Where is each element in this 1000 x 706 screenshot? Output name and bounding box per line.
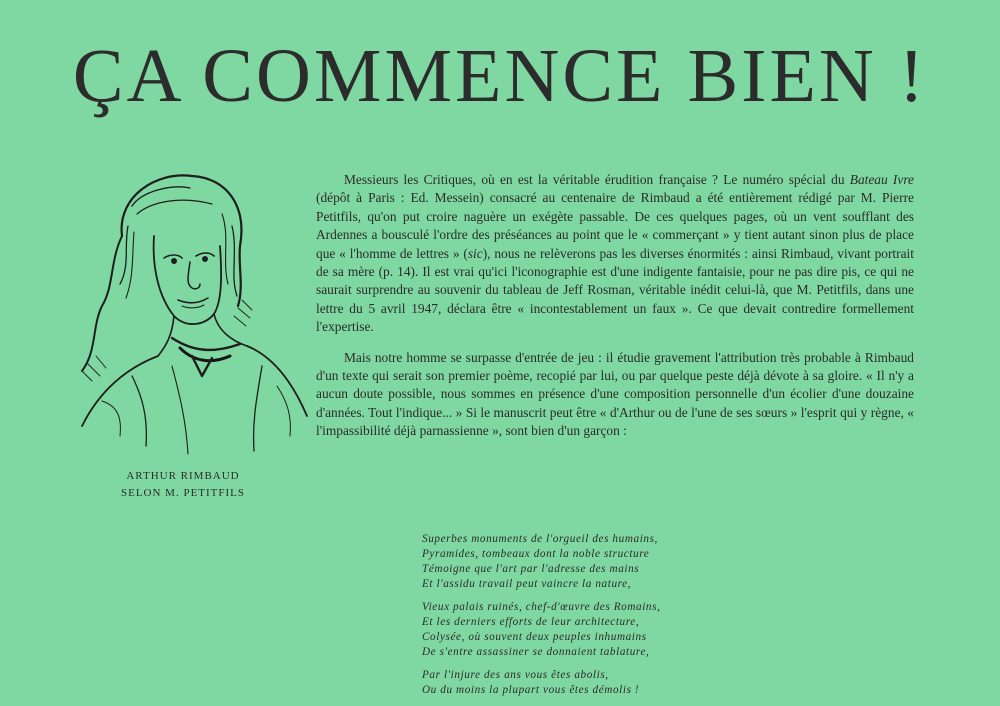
journal-title: Bateau Ivre (849, 172, 914, 187)
article-body (316, 171, 914, 453)
article-paragraph-1 (316, 171, 914, 337)
poem-line: Par l'injure des ans vous êtes abolis, (422, 669, 609, 681)
poem-line: De s'entre assassiner se donnaient tablature, (422, 646, 650, 658)
paragraph-1-text-a: Messieurs les Critiques, où en est la véritable érudition française ? Le numéro spécial du (344, 172, 850, 187)
sic-note: sic (467, 245, 483, 261)
poem-stanza-3 (422, 668, 782, 698)
portrait-sketch-icon (62, 166, 312, 456)
poem-stanza-2 (422, 600, 782, 660)
poem-line: Et les derniers efforts de leur architecture, (422, 616, 640, 628)
page-headline: ÇA COMMENCE BIEN ! (72, 34, 928, 118)
poem-stanza-1 (422, 532, 782, 592)
portrait-caption (88, 468, 278, 502)
poem-line: Et l'assidu travail peut vaincre la nature, (422, 578, 632, 590)
poem-line: Ou du moins la plupart vous êtes démolis ! (422, 684, 640, 696)
poem-line: Superbes monuments de l'orgueil des humains, (422, 533, 658, 545)
paragraph-1-text-e: ), nous ne relèverons pas les diverses énormités : ainsi Rimbaud, vivant portrait de sa mère (p. 14). Il est vrai qu'ici l'iconographie est d'une indigente fantaisie, pour ne pas dire pis, ce qui ne saurait surprendre au souvenir du tableau de Jeff Rosman, véritable inédit celui-là, que M. Petitfils, dans une lettre du 5 avril 1947, déclara être « incontestablement un faux ». Ce que devait contredire formellement l'expertise. (316, 245, 914, 335)
poem-line: Pyramides, tombeaux dont la noble structure (422, 548, 650, 560)
poem-line: Colysée, où souvent deux peuples inhumains (422, 631, 647, 643)
poem-line: Vieux palais ruinés, chef-d'œuvre des Romains, (422, 601, 661, 613)
quoted-poem (422, 532, 782, 706)
caption-name: ARTHUR RIMBAUD (126, 470, 240, 482)
paragraph-1-text-c: (dépôt à Paris : Ed. Messein) consacré au centenaire de Rimbaud a été entièrement rédigé par M. Pierre Petitfils, qu'on put croire naguère un exégète passable. De ces quelques pages, où un vent soufflant des Ardennes a bousculé l'ordre des préséances au point que le « commerçant » y tient autant sinon plus de place que « l'homme de lettres » ( (316, 190, 914, 261)
article-paragraph-2: Mais notre homme se surpasse d'entrée de jeu : il étudie gravement l'attribution très probable à Rimbaud d'un texte qui serait son premier poème, recopié par lui, ou par quelque peste déjà dévote à sa gloire. « Il n'y a aucun doute possible, nous sommes en présence d'une composition personnelle d'un écolier d'une douzaine d'années. Tout l'indique... » Si le manuscrit peut être « d'Arthur ou de l'une de ses sœurs » l'esprit qui y règne, « l'impassibilité déjà parnassienne », sont bien d'un garçon : (316, 349, 914, 439)
caption-attribution: SELON M. PETITFILS (120, 487, 246, 499)
rimbaud-portrait-drawing (62, 166, 312, 456)
poem-line: Témoigne que l'art par l'adresse des mains (422, 563, 640, 575)
